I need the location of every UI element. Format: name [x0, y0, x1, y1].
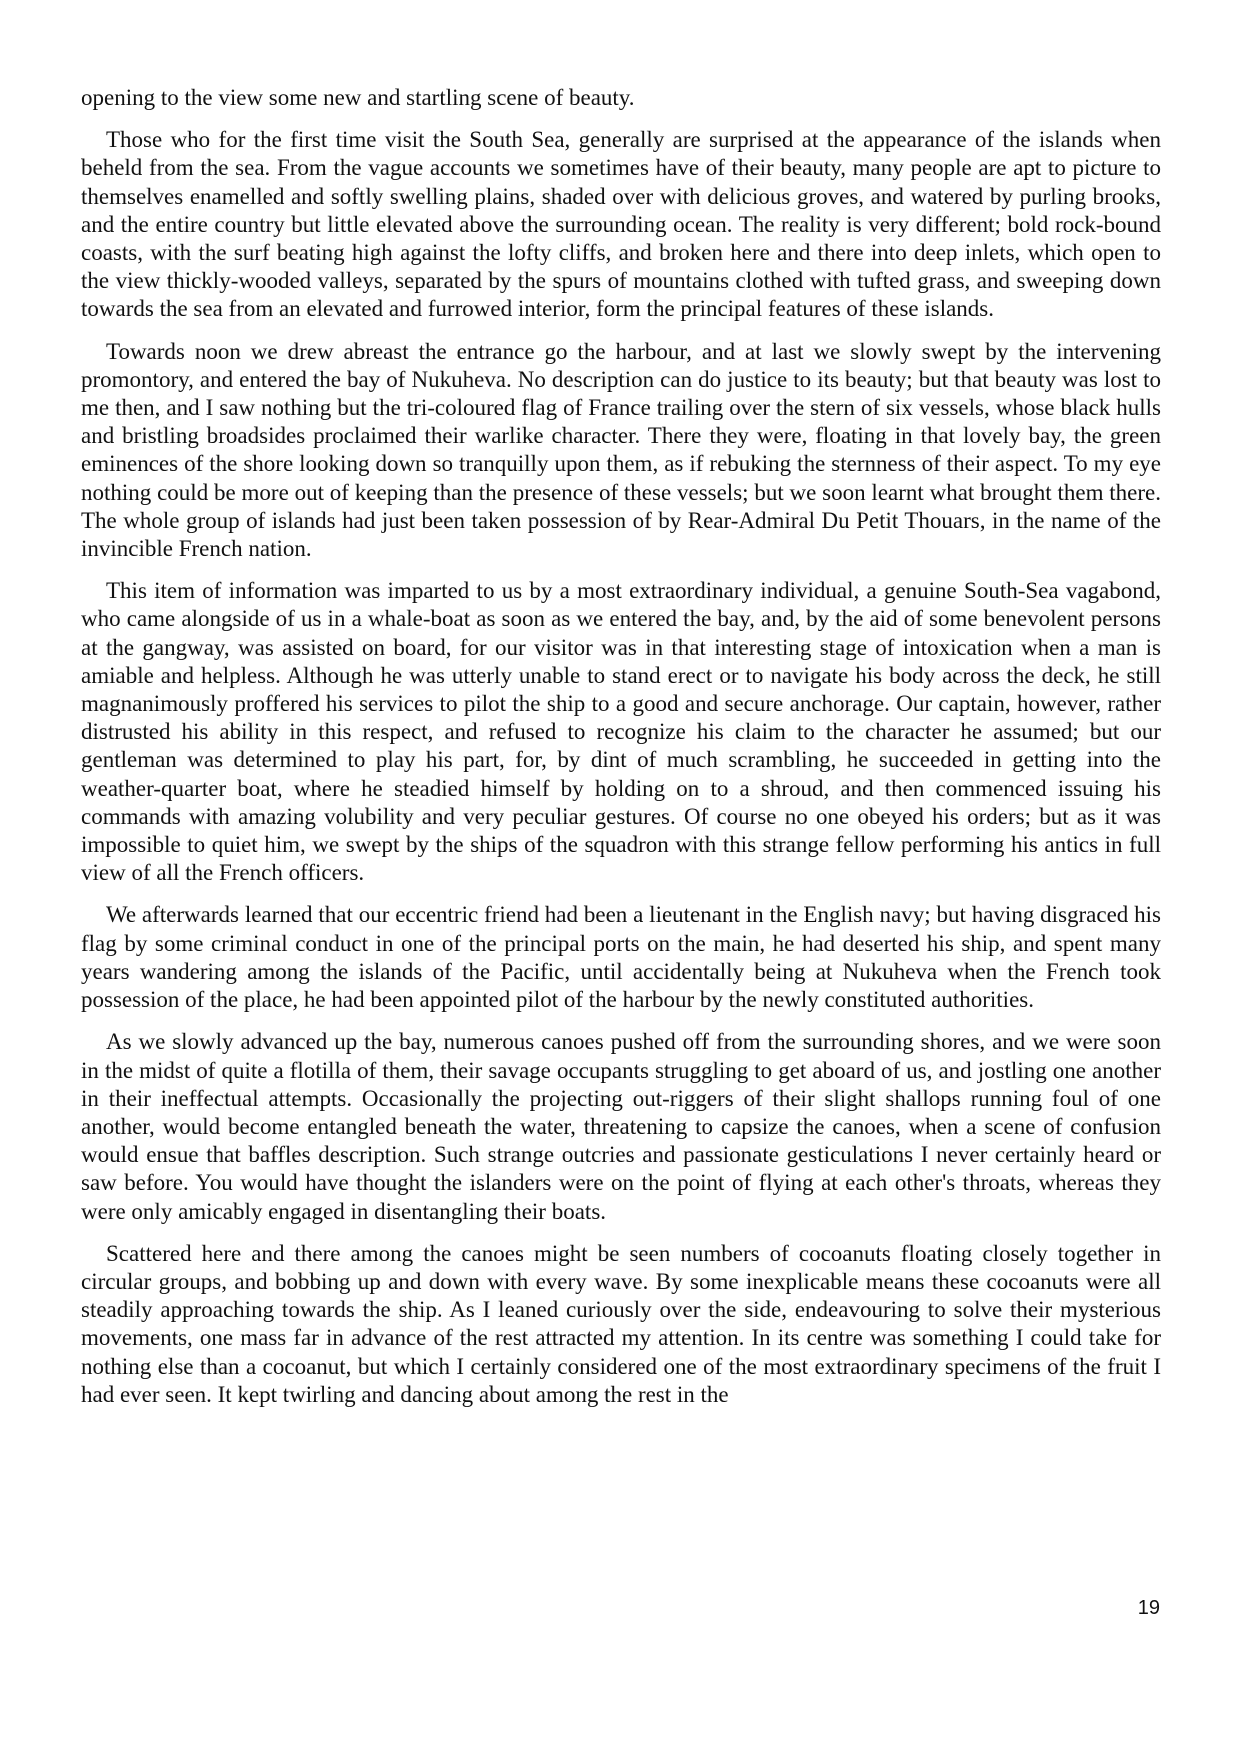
paragraph-island-appearance: Those who for the first time visit the South Sea, generally are surprised at the appearance of the islands when beheld from the sea. From the vague accounts we sometimes have of their beauty, many people are apt to picture to themselves enamelled and softly swelling plains, shaded over with delicious groves, and watered by purling brooks, and the entire country but little elevated above the surrounding ocean. The reality is very different; bold rock-bound coasts, with the surf beating high against the lofty cliffs, and broken here and there into deep inlets, which open to the view thickly-wooded valleys, separated by the spurs of mountains clothed with tufted grass, and sweeping down towards the sea from an elevated and furrowed interior, form the principal features of these islands.: [81, 127, 1161, 322]
paragraph-canoes: As we slowly advanced up the bay, numerous canoes pushed off from the surrounding shores, and we were soon in the midst of quite a flotilla of them, their savage occupants struggling to get aboard of us, and jostling one another in their ineffectual attempts. Occasionally the projecting out-riggers of their slight shallops running foul of one another, would become entangled beneath the water, threatening to capsize the canoes, when a scene of confusion would ensue that baffles description. Such strange outcries and passionate gesticulations I never certainly heard or saw before. You would have thought the islanders were on the point of flying at each other's throats, whereas they were only amicably engaged in disentangling their boats.: [81, 1029, 1161, 1224]
paragraph-continued: opening to the view some new and startling scene of beauty.: [81, 85, 635, 110]
paragraph-south-sea-vagabond: This item of information was imparted to us by a most extraordinary individual, a genuine South-Sea vagabond, who came alongside of us in a whale-boat as soon as we entered the bay, and, by the aid of some benevolent persons at the gangway, was assisted on board, for our visitor was in that interesting stage of intoxication when a man is amiable and helpless. Although he was utterly unable to stand erect or to navigate his body across the deck, he still magnanimously proffered his services to pilot the ship to a good and secure anchorage. Our captain, however, rather distrusted his ability in this respect, and refused to recognize his claim to the character he assumed; but our gentleman was determined to play his part, for, by dint of much scrambling, he succeeded in getting into the weather-quarter boat, where he steadied himself by holding on to a shroud, and then commenced issuing his commands with amazing volubility and very peculiar gestures. Of course no one obeyed his orders; but as it was impossible to quiet him, we swept by the ships of the squadron with this strange fellow performing his antics in full view of all the French officers.: [81, 578, 1161, 886]
paragraph-bay-of-nukuheva: Towards noon we drew abreast the entrance go the harbour, and at last we slowly swept by the intervening promontory, and entered the bay of Nukuheva. No description can do justice to its beauty; but that beauty was lost to me then, and I saw nothing but the tri-coloured flag of France trailing over the stern of six vessels, whose black hulls and bristling broadsides proclaimed their warlike character. There they were, floating in that lovely bay, the green eminences of the shore looking down so tranquilly upon them, as if rebuking the sternness of their aspect. To my eye nothing could be more out of keeping than the presence of these vessels; but we soon learnt what brought them there. The whole group of islands had just been taken possession of by Rear-Admiral Du Petit Thouars, in the name of the invincible French nation.: [81, 338, 1161, 562]
page-body: [81, 84, 1161, 1423]
paragraph-eccentric-friend: We afterwards learned that our eccentric friend had been a lieutenant in the English navy; but having disgraced his flag by some criminal conduct in one of the principal ports on the main, he had deserted his ship, and spent many years wandering among the islands of the Pacific, until accidentally being at Nukuheva when the French took possession of the place, he had been appointed pilot of the harbour by the newly constituted authorities.: [81, 902, 1161, 1013]
page-number: 19: [1137, 1597, 1160, 1619]
paragraph-cocoanuts: Scattered here and there among the canoes might be seen numbers of cocoanuts floating closely together in circular groups, and bobbing up and down with every wave. By some inexplicable means these cocoanuts were all steadily approaching towards the ship. As I leaned curiously over the side, endeavouring to solve their mysterious movements, one mass far in advance of the rest attracted my attention. In its centre was something I could take for nothing else than a cocoanut, but which I certainly considered one of the most extraordinary specimens of the fruit I had ever seen. It kept twirling and dancing about among the rest in the: [81, 1240, 1161, 1407]
